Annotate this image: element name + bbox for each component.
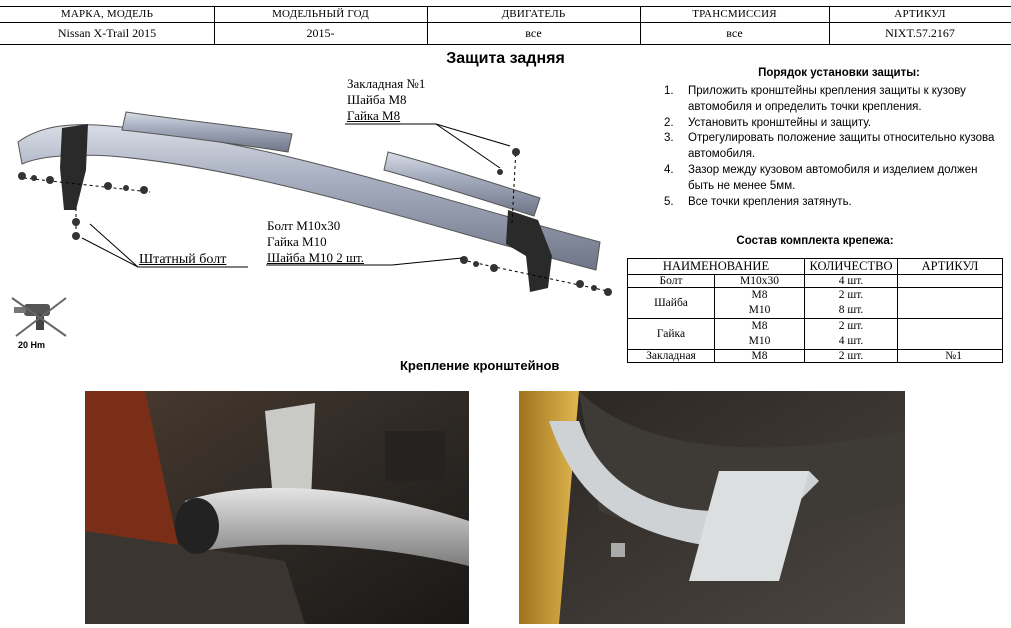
kit-row-size xyxy=(715,288,805,319)
page-title: Защита задняя xyxy=(446,50,565,67)
header-col-year: МОДЕЛЬНЫЙ ГОД xyxy=(272,8,369,20)
step-number: 4. xyxy=(664,163,674,176)
callout-std-bolt-label: Штатный болт xyxy=(139,252,227,267)
kit-row-washer xyxy=(628,288,1003,319)
kit-qty-line: 2 шт. xyxy=(838,289,864,301)
torque-value: 20 Hm xyxy=(18,340,46,350)
kit-qty-line: 8 шт. xyxy=(838,304,864,316)
impact-wrench-icon xyxy=(8,296,72,340)
step-text: Все точки крепления затянуть. xyxy=(688,195,852,208)
kit-col-name: НАИМЕНОВАНИЕ xyxy=(628,259,805,275)
callout-nut-m8-label: Гайка М8 xyxy=(347,108,401,123)
kit-row-article xyxy=(898,288,1003,319)
mounting-photo-left xyxy=(85,391,469,624)
kit-row-insert xyxy=(628,350,1003,363)
rear-bar-diagram xyxy=(0,60,640,360)
callout-insert-label: Закладная №1 xyxy=(347,76,426,91)
header-col-engine: ДВИГАТЕЛЬ xyxy=(501,8,566,20)
kit-qty-line: 2 шт. xyxy=(838,320,864,332)
left-bracket xyxy=(60,124,88,210)
kit-size-line: М8 xyxy=(751,320,768,332)
header-col-make: МАРКА, МОДЕЛЬ xyxy=(60,8,154,20)
header-value-year: 2015- xyxy=(306,26,335,40)
kit-row-name: Закладная xyxy=(628,350,715,363)
header-bottom-rule xyxy=(0,44,1011,45)
step-text: Зазор между кузовом автомобиля и изделием должен быть не менее 5мм. xyxy=(688,163,978,192)
kit-table xyxy=(627,258,1003,363)
kit-row-qty xyxy=(805,319,898,350)
kit-size-line: М8 xyxy=(751,289,768,301)
kit-qty-line: 4 шт. xyxy=(838,335,864,347)
header-value-article: NIXT.57.2167 xyxy=(885,26,955,40)
header-value-engine: все xyxy=(525,26,542,40)
step-item xyxy=(664,195,1004,211)
kit-size-line: М10 xyxy=(748,335,771,347)
step-number: 5. xyxy=(664,195,674,208)
kit-row-name: Гайка xyxy=(628,319,715,350)
kit-row-bolt xyxy=(628,275,1003,288)
kit-row-nut xyxy=(628,319,1003,350)
mounting-title: Крепление кронштейнов xyxy=(400,358,560,373)
kit-row-size: М10х30 xyxy=(715,275,805,288)
step-item xyxy=(664,84,1004,116)
kit-row-qty: 4 шт. xyxy=(805,275,898,288)
kit-row-article: №1 xyxy=(898,350,1003,363)
callout-top xyxy=(347,76,425,124)
callout-mid xyxy=(267,218,364,266)
header-top-rule xyxy=(0,6,1011,7)
step-number: 1. xyxy=(664,85,674,97)
kit-heading: Состав комплекта крепежа: xyxy=(736,235,894,247)
kit-row-size xyxy=(715,319,805,350)
callout-bolt-label: Болт М10х30 xyxy=(267,218,341,233)
right-bracket xyxy=(506,210,552,292)
step-number: 2. xyxy=(664,116,674,129)
kit-row-qty: 2 шт. xyxy=(805,350,898,363)
step-number: 3. xyxy=(664,132,674,145)
header-col-transmission: ТРАНСМИССИЯ xyxy=(692,8,777,20)
header-value-transmission: все xyxy=(726,26,743,40)
step-item xyxy=(664,116,1004,132)
kit-row-article xyxy=(898,275,1003,288)
kit-header-row xyxy=(628,259,1003,275)
kit-row-qty xyxy=(805,288,898,319)
callout-washer-m10-label: Шайба М10 2 шт. xyxy=(267,250,364,265)
step-item xyxy=(664,163,1004,195)
installation-heading: Порядок установки защиты: xyxy=(758,67,920,79)
kit-row-name: Болт xyxy=(628,275,715,288)
step-text: Отрегулировать положение защиты относительно кузова автомобиля. xyxy=(688,132,995,161)
step-item xyxy=(664,131,1004,163)
kit-row-size: М8 xyxy=(715,350,805,363)
header-col-article: АРТИКУЛ xyxy=(894,8,946,20)
callout-std-bolt xyxy=(139,252,226,268)
kit-col-qty: КОЛИЧЕСТВО xyxy=(805,259,898,275)
kit-col-article: АРТИКУЛ xyxy=(898,259,1003,275)
header-value-make: Nissan X-Trail 2015 xyxy=(57,26,157,40)
installation-steps xyxy=(664,84,1004,210)
kit-row-article xyxy=(898,319,1003,350)
kit-row-name: Шайба xyxy=(628,288,715,319)
callout-nut-m10-label: Гайка М10 xyxy=(267,234,327,249)
kit-size-line: М10 xyxy=(748,304,771,316)
header-middle-rule xyxy=(0,22,1011,23)
callout-washer-m8-label: Шайба М8 xyxy=(347,92,407,107)
mounting-photo-right xyxy=(519,391,905,624)
step-text: Установить кронштейны и защиту. xyxy=(688,116,872,129)
step-text: Приложить кронштейны крепления защиты к кузову автомобиля и определить точки крепления. xyxy=(688,85,966,113)
